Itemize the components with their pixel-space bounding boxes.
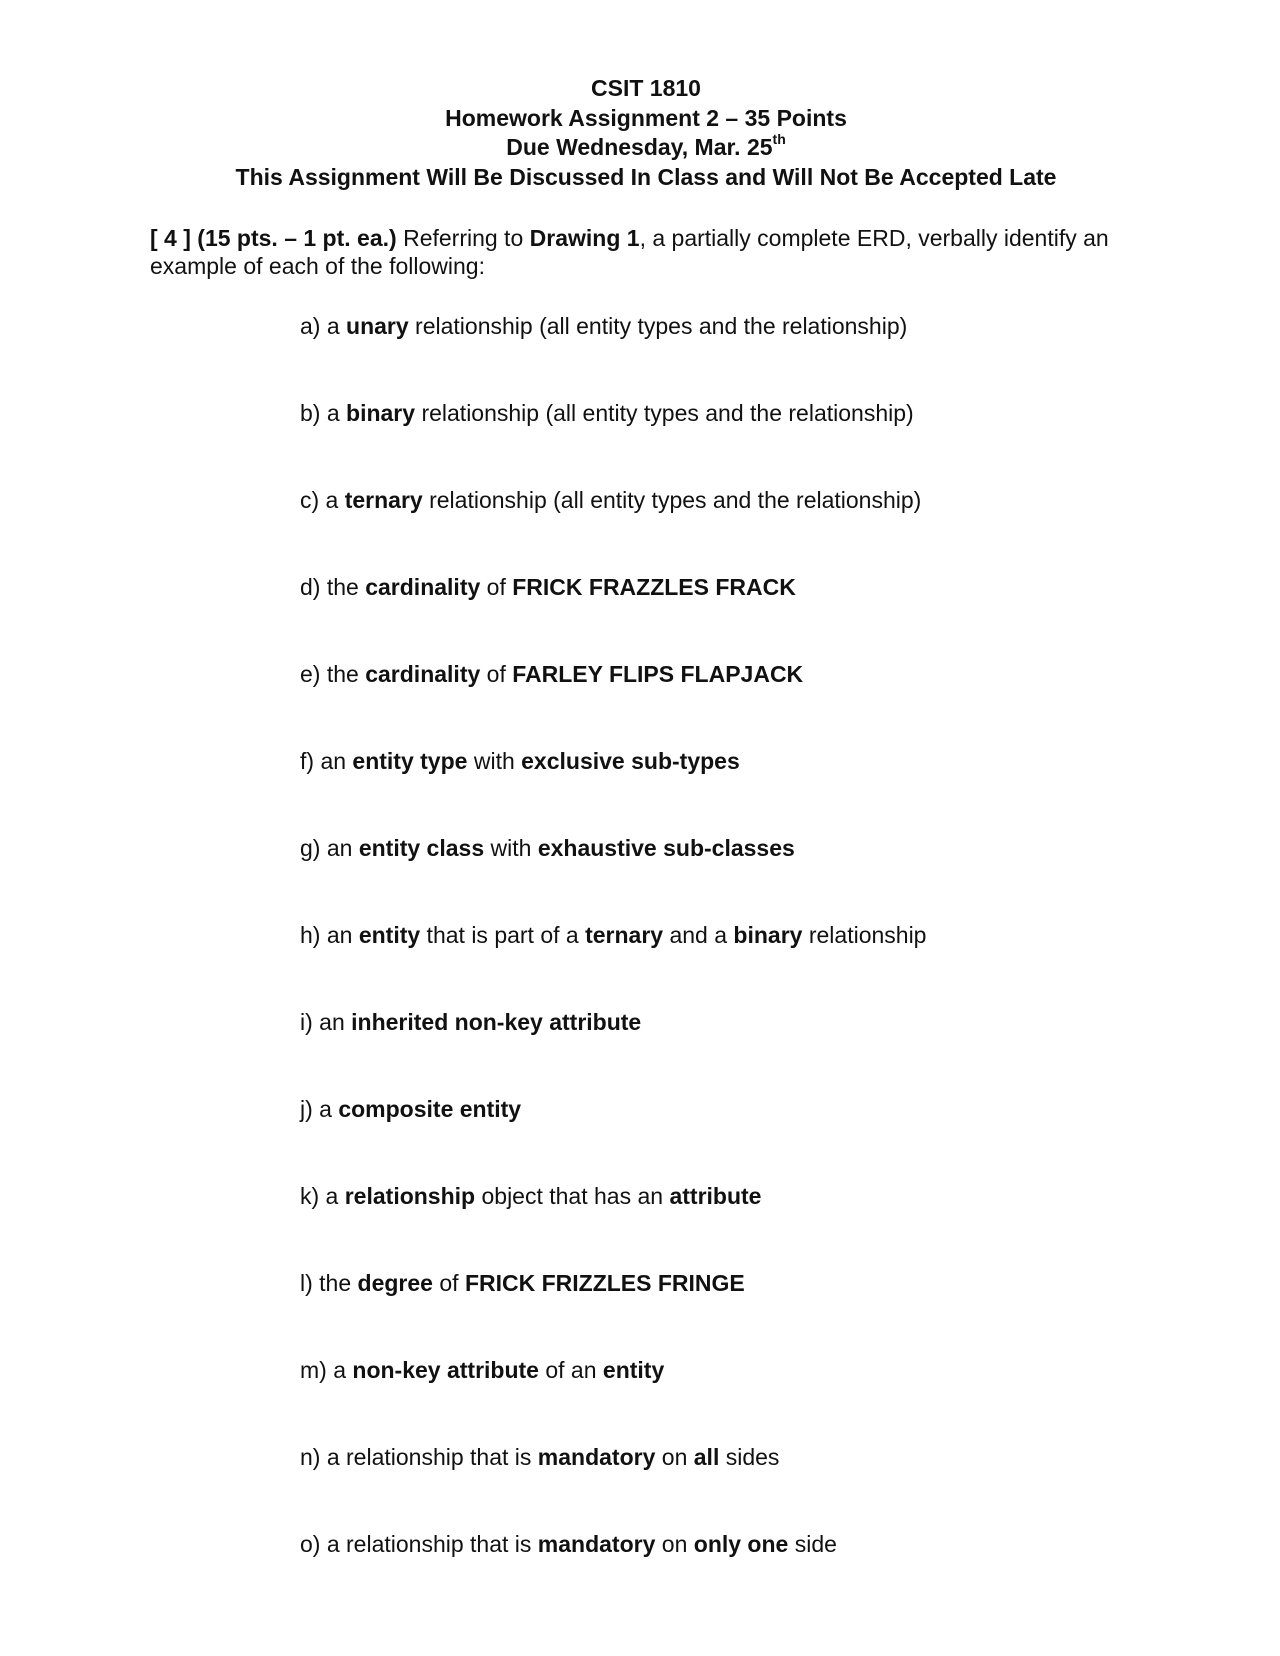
question-text: relationship (all entity types and the relationship) [408,313,908,339]
due-date [0,133,1280,163]
question-keyword: only one [693,1531,789,1557]
question-item [300,1443,779,1471]
question-item [300,1269,745,1297]
intro-text-before: Referring to [396,225,530,251]
question-text: object that has an [475,1183,670,1209]
question-text: on [655,1444,694,1470]
question-text: of [432,1270,465,1296]
question-item [300,1530,837,1558]
question-keyword: mandatory [537,1444,656,1470]
question-text: d) the [300,574,366,600]
assignment-title: Homework Assignment 2 – 35 Points [445,104,847,131]
question-item [300,1008,641,1036]
question-keyword: exclusive sub-types [521,748,740,774]
question-keyword: binary [733,922,803,948]
question-text: i) an [300,1009,352,1035]
question-keyword: inherited non-key attribute [351,1009,642,1035]
question-keyword: ternary [344,487,423,513]
question-text: with [467,748,522,774]
course-title: CSIT 1810 [591,75,701,101]
question-keyword: FARLEY FLIPS FLAPJACK [512,661,804,687]
question-text: relationship [802,922,927,948]
question-text: sides [719,1444,780,1470]
due-date-suffix: th [772,131,786,148]
question-item [300,312,907,340]
question-keyword: ternary [585,922,664,948]
question-keyword: binary [346,400,416,426]
question-text: g) an [300,835,359,861]
question-points: (15 pts. – 1 pt. ea.) [197,225,397,251]
question-keyword: non-key attribute [352,1357,539,1383]
question-text: f) an [300,748,353,774]
question-text: relationship (all entity types and the relationship) [422,487,922,513]
question-item [300,1356,664,1384]
question-text: e) the [300,661,366,687]
question-keyword: attribute [669,1183,762,1209]
question-text: of [480,661,513,687]
question-text: that is part of a [420,922,586,948]
question-text: h) an [300,922,359,948]
question-number: [ 4 ] [150,225,191,251]
late-policy-notice: This Assignment Will Be Discussed In Class and Will Not Be Accepted Late [235,163,1057,190]
question-keyword: entity class [358,835,485,861]
question-keyword: entity type [352,748,468,774]
question-keyword: all [693,1444,720,1470]
intro-text-after: , a partially complete ERD, verbally identify an example of each of the following: [150,225,1109,279]
question-keyword: FRICK FRAZZLES FRACK [512,574,796,600]
question-text: c) a [300,487,345,513]
question-keyword: mandatory [537,1531,656,1557]
question-keyword: degree [357,1270,433,1296]
question-item [300,573,796,601]
question-keyword: FRICK FRIZZLES FRINGE [464,1270,745,1296]
question-text: a) a [300,313,347,339]
question-text: and a [663,922,734,948]
question-item [300,1095,521,1123]
question-item [300,747,740,775]
drawing-reference: Drawing 1 [529,225,640,251]
question-item [300,399,914,427]
question-intro [150,224,1150,280]
question-keyword: cardinality [365,574,481,600]
document-header [0,74,1280,192]
question-text: o) a relationship that is [300,1531,538,1557]
question-text: with [484,835,538,861]
question-item [300,1182,761,1210]
question-keyword: unary [346,313,409,339]
question-text: k) a [300,1183,345,1209]
question-text: of an [538,1357,603,1383]
question-keyword: exhaustive sub-classes [537,835,795,861]
question-text: on [655,1531,694,1557]
question-item [300,921,926,949]
question-text: j) a [300,1096,339,1122]
question-keyword: composite entity [338,1096,522,1122]
due-date-text: Due Wednesday, Mar. 25 [506,134,773,160]
question-item [300,834,795,862]
question-text: relationship (all entity types and the relationship) [415,400,914,426]
question-keyword: entity [358,922,421,948]
question-item [300,486,921,514]
question-text: m) a [300,1357,353,1383]
question-keyword: entity [602,1357,665,1383]
question-text: side [788,1531,837,1557]
question-text: l) the [300,1270,358,1296]
question-keyword: relationship [344,1183,476,1209]
question-text: b) a [300,400,347,426]
question-text: of [480,574,513,600]
question-text: n) a relationship that is [300,1444,538,1470]
question-keyword: cardinality [365,661,481,687]
question-item [300,660,803,688]
